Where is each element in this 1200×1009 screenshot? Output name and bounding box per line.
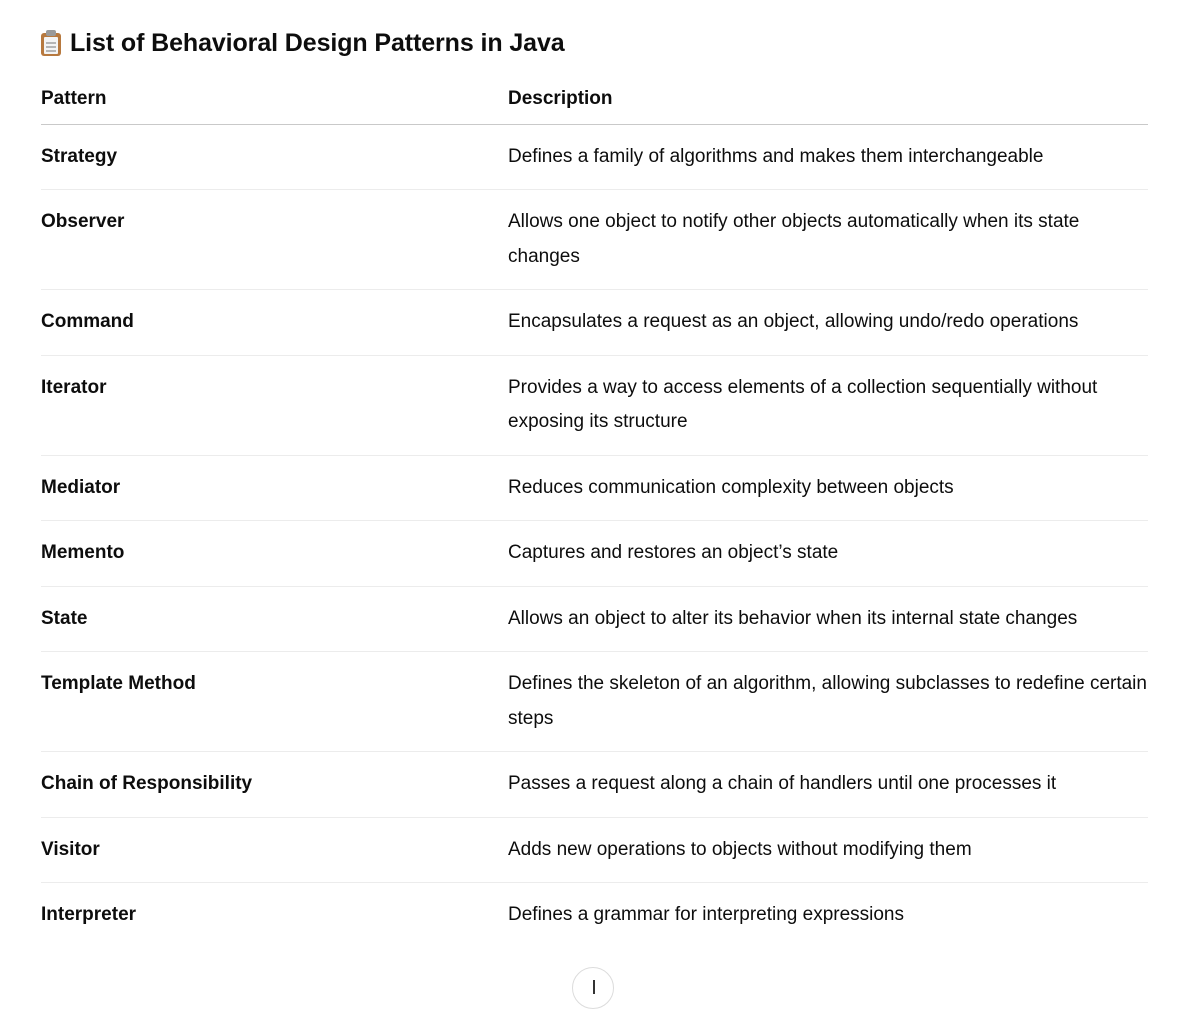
- table-body: [41, 124, 1148, 948]
- pattern-name-cell: State: [41, 586, 508, 652]
- table-row: [41, 455, 1148, 521]
- pattern-name-cell: Observer: [41, 190, 508, 290]
- pattern-name-cell: Iterator: [41, 355, 508, 455]
- document-content: [41, 22, 1148, 948]
- pattern-description-cell: Adds new operations to objects without modifying them: [508, 817, 1148, 883]
- table-row: [41, 752, 1148, 818]
- pattern-name-cell: Template Method: [41, 652, 508, 752]
- pattern-name-cell: Strategy: [41, 124, 508, 190]
- table-row: [41, 817, 1148, 883]
- pattern-name-cell: Chain of Responsibility: [41, 752, 508, 818]
- pattern-name-cell: Command: [41, 290, 508, 356]
- pattern-description-cell: Defines a grammar for interpreting expressions: [508, 904, 905, 925]
- patterns-table: [41, 73, 1148, 948]
- pattern-description-cell: Encapsulates a request as an object, allowing undo/redo operations: [508, 290, 1148, 356]
- pattern-name-cell: Visitor: [41, 817, 508, 883]
- column-header-pattern: Pattern: [41, 73, 508, 124]
- pattern-description-cell: Provides a way to access elements of a collection sequentially without exposing its structure: [508, 355, 1148, 455]
- pattern-description-cell: Allows one object to notify other objects automatically when its state changes: [508, 190, 1148, 290]
- pattern-name-cell: Interpreter: [41, 904, 137, 925]
- pattern-name-cell: Memento: [41, 521, 508, 587]
- pattern-description-cell: Captures and restores an object’s state: [508, 521, 1148, 587]
- page-title: [41, 22, 1148, 64]
- table-row: [41, 883, 1148, 948]
- table-row: [41, 586, 1148, 652]
- page-title-text: List of Behavioral Design Patterns in Java: [70, 28, 565, 57]
- table-row: [41, 290, 1148, 356]
- pattern-description-cell: Defines a family of algorithms and makes them interchangeable: [508, 124, 1148, 190]
- clipboard-icon: [40, 30, 62, 56]
- table-row: [41, 355, 1148, 455]
- pattern-description-cell: Reduces communication complexity between objects: [508, 455, 1148, 521]
- pattern-description-cell: Passes a request along a chain of handlers until one processes it: [508, 752, 1148, 818]
- table-header-row: [41, 73, 1148, 124]
- table-row: [41, 190, 1148, 290]
- pattern-description-cell: Defines the skeleton of an algorithm, allowing subclasses to redefine certain steps: [508, 652, 1148, 752]
- table-row: [41, 521, 1148, 587]
- pattern-name-cell: Mediator: [41, 455, 508, 521]
- table-row: [41, 652, 1148, 752]
- scroll-down-button[interactable]: [572, 967, 614, 1009]
- arrow-down-icon: [593, 980, 595, 994]
- pattern-description-cell: Allows an object to alter its behavior when its internal state changes: [508, 586, 1148, 652]
- table-row: [41, 124, 1148, 190]
- column-header-description: Description: [508, 73, 1148, 124]
